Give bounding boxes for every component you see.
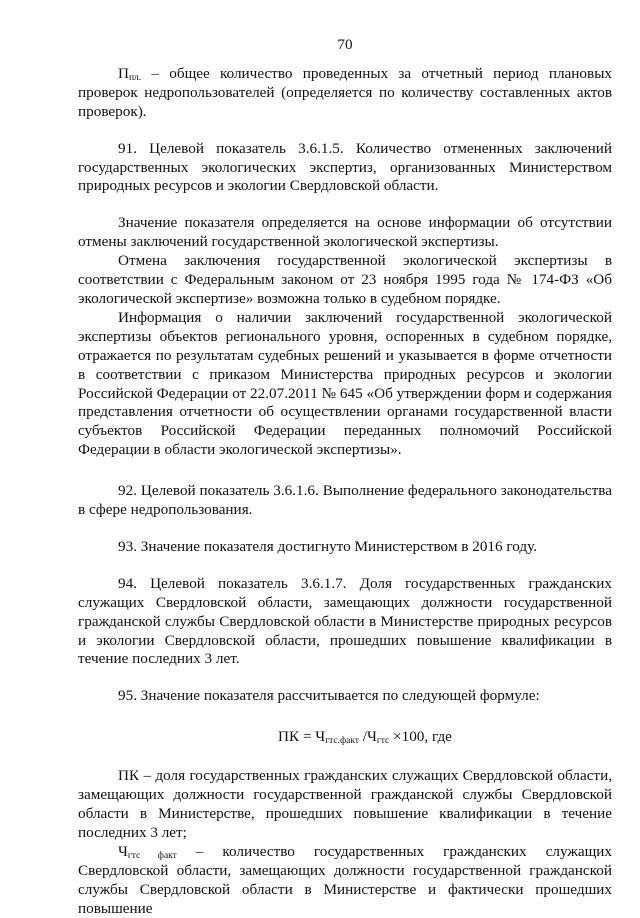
variable-symbol: Ч [118, 842, 128, 860]
formula [78, 728, 612, 747]
paragraph-92: 92. Целевой показатель 3.6.1.6. Выполнение федерального законодательства в сфере недропользования. [78, 482, 612, 519]
definition-text: – общее количество проведенных за отчетный период плановых проверок недропользователей (определяется по количеству составленных актов проверок). [78, 64, 612, 120]
variable-subscript: пл. [128, 72, 142, 83]
paragraph-cancellation: Отмена заключения государственной экологической экспертизы в соответствии с Федеральным законом от 23 ноября 1995 года № 174-ФЗ «Об экологической экспертизе» возможна только в судебном порядке. [78, 252, 612, 307]
paragraph-value-definition: Значение показателя определяется на основе информации об отсутствии отмены заключений государственной экологической экспертизы. [78, 214, 612, 251]
paragraph-pk-definition: ПК – доля государственных гражданских служащих Свердловской области, замещающих должности государственной гражданской службы Свердловской области в Министерстве, прошедших повышение квалификации в течение последних 3 лет; [78, 767, 612, 841]
formula-subscript-2: гтс [376, 736, 390, 747]
paragraph-93: 93. Значение показателя достигнуто Министерством в 2016 году. [118, 537, 538, 555]
paragraph-91: 91. Целевой показатель 3.6.1.5. Количество отмененных заключений государственных экологических экспертиз, организованных Министерством природных ресурсов и экологии Свердловской области. [78, 139, 612, 195]
document-page [78, 36, 612, 918]
variable-symbol: П [118, 64, 129, 82]
paragraph-information: Информация о наличии заключений государственной экологической экспертизы объектов регионального уровня, оспоренных в судебном порядке, отражается по результатам судебных решений и указывается в форме отчетности в соответствии с приказом Министерства природных ресурсов и экологии Российской Федерации от 22.07.2011 № 645 «Об утверждении форм и содержания представления отчетности об осуществлении органами государственной власти субъектов Российской Федерации переданных полномочий Российской Федерации в области экологической экспертизы». [78, 308, 612, 459]
paragraph-ch-definition [78, 843, 612, 918]
paragraph-95: 95. Значение показателя рассчитывается по следующей формуле: [118, 687, 540, 705]
formula-subscript-1: гтс.факт [325, 736, 359, 747]
formula-rhs: ×100, где [389, 728, 452, 746]
page-number: 70 [337, 36, 353, 53]
formula-mid: /Ч [358, 728, 377, 746]
paragraph-pпл-definition [78, 65, 612, 122]
variable-subscript: гтс факт [127, 850, 177, 861]
definition-text: – количество государственных гражданских служащих Свердловской области, замещающих должности государственной гражданской службы Свердловской области в Министерстве и фактически прошедших повышение [78, 842, 612, 917]
paragraph-94: 94. Целевой показатель 3.6.1.7. Доля государственных гражданских служащих Свердловской области, замещающих должности государственной гражданской службы Свердловской области в Министерстве природных ресурсов и экологии Свердловской области, прошедших повышение квалификации в течение последних 3 лет. [78, 574, 612, 668]
formula-lhs: ПК = Ч [278, 728, 326, 746]
